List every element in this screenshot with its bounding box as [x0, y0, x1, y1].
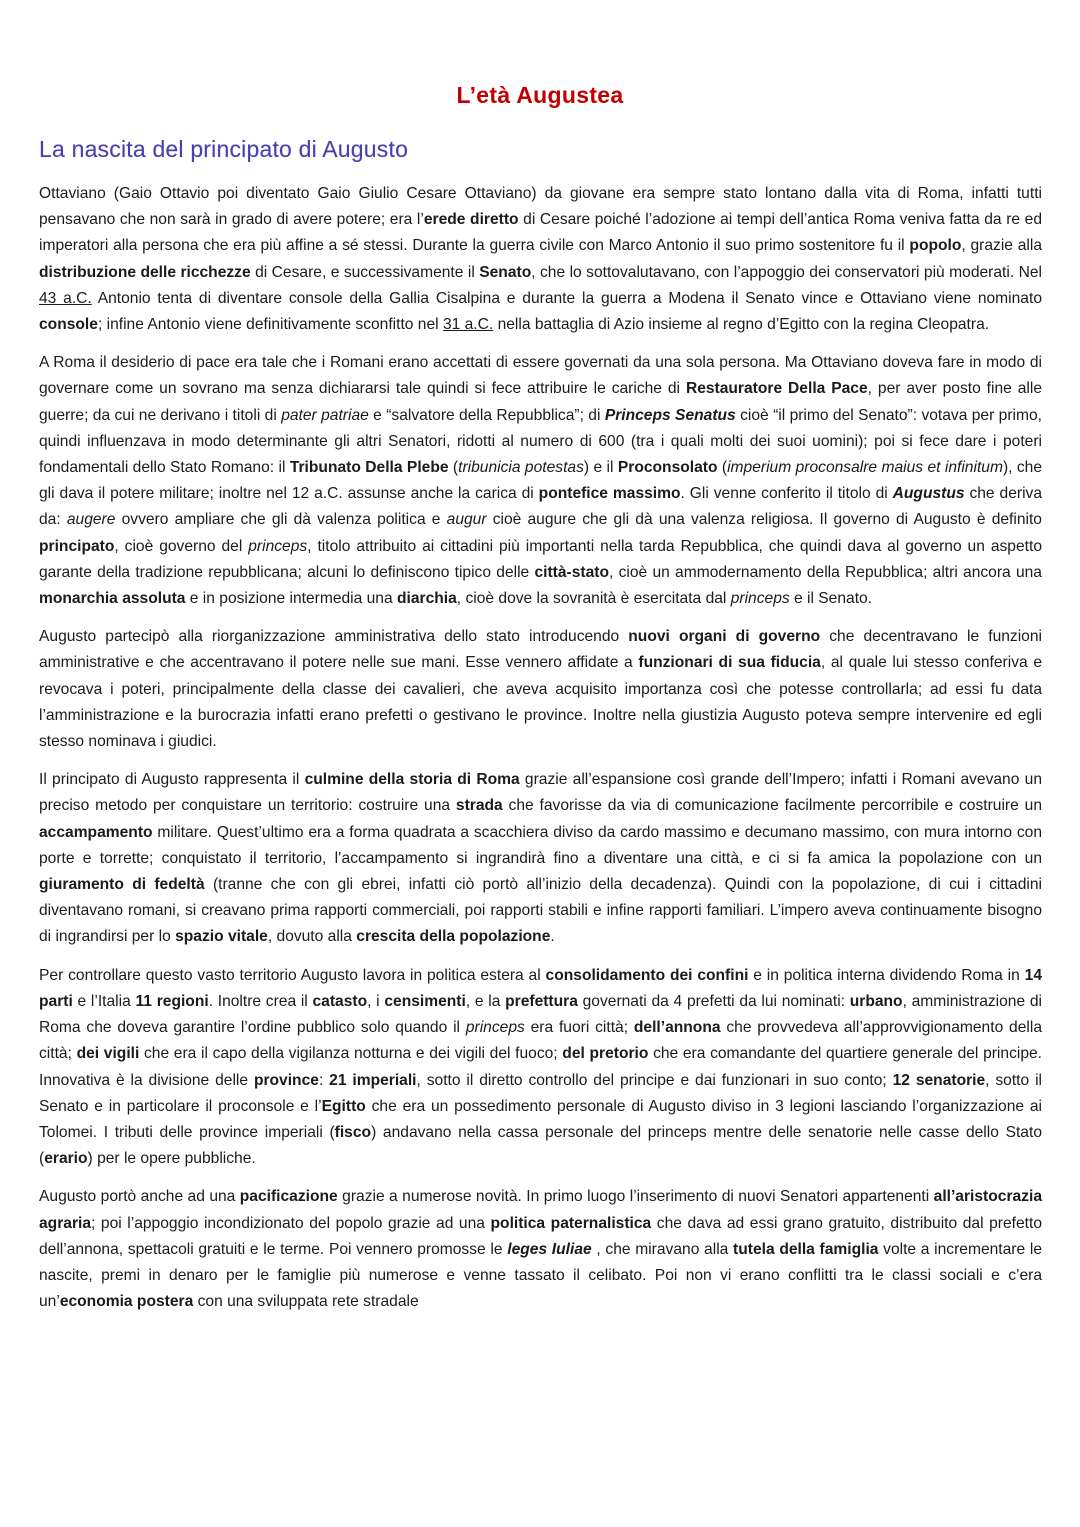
- text-run: e “salvatore della Repubblica”; di: [368, 406, 605, 424]
- emphasis-text: imperium proconsalre maius et infinitum: [727, 459, 1003, 477]
- emphasis-text: Restauratore Della Pace: [685, 380, 868, 398]
- text-run: che favorisse da via di comunicazione facilmente percorribile e costruire un: [502, 797, 1042, 815]
- emphasis-text: fisco: [334, 1123, 372, 1141]
- emphasis-text: Princeps Senatus: [604, 406, 736, 424]
- emphasis-text: tutela della famiglia: [733, 1240, 879, 1258]
- emphasis-text: pater patriae: [281, 406, 369, 424]
- text-run: Augusto partecipò alla riorganizzazione amministrativa dello stato introducendo: [39, 628, 629, 646]
- text-run: volte a incrementare le nascite, premi in denaro per le famiglie più numerose e venne tassato il celibato. Poi non vi erano conflitti tra le classi sociali e c’era un’: [39, 1240, 1042, 1311]
- emphasis-text: censimenti: [384, 992, 466, 1010]
- emphasis-text: pontefice massimo: [538, 485, 681, 503]
- emphasis-text: popolo: [909, 237, 962, 255]
- paragraph: [39, 624, 1042, 755]
- text-run: (: [717, 459, 728, 477]
- emphasis-text: Tribunato Della Plebe: [289, 459, 449, 477]
- emphasis-text: catasto: [312, 992, 368, 1010]
- emphasis-text: distribuzione delle ricchezze: [39, 263, 251, 281]
- text-run: e l’Italia: [72, 992, 136, 1010]
- section-heading: La nascita del principato di Augusto: [39, 136, 409, 162]
- emphasis-text: accampamento: [39, 823, 153, 841]
- text-run: , titolo attribuito ai cittadini più importanti nella tarda Repubblica, che quindi dava al governo un aspetto garante della tradizione repubblicana; alcuni lo definiscono tipico delle: [39, 537, 1042, 581]
- text-run: , cioè dove la sovranità è esercitata dal: [456, 590, 731, 608]
- emphasis-text: Proconsolato: [617, 459, 718, 477]
- text-run: ) andavano nella cassa personale del princeps mentre delle senatorie nelle casse dello Stato (: [39, 1123, 1042, 1168]
- emphasis-text: dei vigili: [76, 1045, 140, 1063]
- emphasis-text: diarchia: [396, 590, 457, 608]
- document-body: [39, 181, 1042, 1327]
- emphasis-text: Augustus: [892, 485, 965, 503]
- text-run: che era un possedimento personale di Augusto diviso in 3 legioni lasciando l’organizzazione ai Tolomei. I tributi delle province imperiali (: [39, 1097, 1043, 1141]
- text-run: , dovuto alla: [267, 928, 357, 946]
- emphasis-text: politica paternalistica: [490, 1214, 652, 1232]
- emphasis-text: 12 senatorie: [892, 1071, 986, 1089]
- text-run: ), che gli dava il potere militare; inoltre nel 12 a.C. assunse anche la carica di: [39, 459, 1042, 503]
- text-run: di Cesare poiché l’adozione ai tempi dell’antica Roma veniva fatta da re ed imperatori alla persona che era più affine a sé stessi. Durante la guerra civile con Marco Antonio il suo primo sostenitore fu il: [39, 211, 1042, 255]
- text-run: .: [550, 928, 555, 946]
- emphasis-text: princeps: [248, 537, 308, 555]
- paragraph: [39, 181, 1042, 338]
- emphasis-text: nuovi organi di governo: [628, 628, 821, 646]
- emphasis-text: strada: [455, 797, 503, 815]
- text-run: Augusto portò anche ad una: [39, 1188, 240, 1206]
- emphasis-text: 21 imperiali: [329, 1071, 417, 1089]
- text-run: , cioè un ammodernamento della Repubblica; altri ancora una: [609, 563, 1042, 581]
- document-title: L’età Augustea: [456, 82, 624, 108]
- text-run: che era il capo della vigilanza notturna e dei vigili del fuoco;: [139, 1045, 563, 1063]
- text-run: , che lo sottovalutavano, con l’appoggio dei conservatori più moderati. Nel: [531, 263, 1042, 281]
- emphasis-text: prefettura: [505, 992, 578, 1010]
- text-run: . Gli venne conferito il titolo di: [680, 485, 893, 503]
- text-run: ) per le opere pubbliche.: [87, 1150, 256, 1168]
- text-run: , grazie alla: [961, 237, 1043, 255]
- text-run: era fuori città;: [524, 1019, 634, 1037]
- emphasis-text: Senato: [479, 263, 532, 281]
- emphasis-text: augere: [66, 511, 116, 529]
- emphasis-text: augur: [446, 511, 487, 529]
- text-run: che dava ad essi grano gratuito, distribuito dal prefetto dell’annona, spettacoli gratuiti e le terme. Poi vennero promosse le: [39, 1214, 1042, 1258]
- text-run: e in politica interna dividendo Roma in: [748, 966, 1025, 984]
- emphasis-text: erede diretto: [423, 211, 519, 229]
- emphasis-text: princeps: [730, 590, 790, 608]
- text-run: che decentravano le funzioni amministrative e che accentravano il potere nelle sue mani. Esse vennero affidate a: [39, 628, 1042, 672]
- text-run: ; infine Antonio viene definitivamente sconfitto nel: [97, 316, 443, 334]
- text-run: , sotto il diretto controllo del principe e dai funzionari in suo conto;: [416, 1071, 893, 1089]
- text-run: (tranne che con gli ebrei, infatti ciò portò all’inizio della decadenza). Quindi con la popolazione, di cui i cittadini diventavano romani, si creavano prima rapporti commerciali, poi rapporti stabili e infine rapporti familiari. L’impero aveva continuamente bisogno di ingrandirsi per lo: [39, 876, 1042, 946]
- emphasis-text: crescita della popolazione: [356, 928, 551, 946]
- text-run: Ottaviano (Gaio Ottavio poi diventato Gaio Giulio Cesare Ottaviano) da giovane era sempre stato lontano dalla vita di Roma, infatti tutti pensavano che non sarà in grado di avere potere; era l’: [39, 185, 1042, 229]
- text-run: con una sviluppata rete stradale: [193, 1293, 419, 1311]
- text-run: , cioè governo del: [114, 537, 249, 555]
- emphasis-text: giuramento di fedeltà: [39, 876, 205, 894]
- emphasis-text: spazio vitale: [175, 928, 268, 946]
- text-run: grazie all’espansione così grande dell’Impero; infatti i Romani avevano un preciso metodo per conquistare un territorio: costruire una: [39, 771, 1042, 815]
- text-run: di Cesare, e successivamente il: [250, 263, 480, 281]
- text-run: militare. Quest’ultimo era a forma quadrata a scacchiera diviso da cardo massimo e decumano massimo, con mura intorno con porte e torrette; conquistato il territorio, l’accampamento si ingrandirà fino a diventare una città, e ci si fa amica la popolazione con un: [39, 823, 1042, 867]
- text-run: ovvero ampliare che gli dà valenza politica e: [115, 511, 447, 529]
- text-run: e il Senato.: [789, 590, 873, 608]
- emphasis-text: tribunicia potestas: [458, 459, 584, 477]
- emphasis-text: città-stato: [534, 563, 609, 581]
- emphasis-text: all’aristocrazia agraria: [39, 1188, 1042, 1232]
- emphasis-text: console: [39, 316, 98, 334]
- emphasis-text: 31 a.C.: [442, 316, 494, 334]
- text-run: e in posizione intermedia una: [185, 590, 397, 608]
- text-run: , amministrazione di Roma che doveva garantire l’ordine pubblico solo quando il: [39, 992, 1042, 1037]
- emphasis-text: 43 a.C.: [39, 289, 92, 307]
- text-run: nella battaglia di Azio insieme al regno d’Egitto con la regina Cleopatra.: [493, 316, 990, 334]
- text-run: Per controllare questo vasto territorio Augusto lavora in politica estera al: [39, 966, 546, 984]
- text-run: che era comandante del quartiere generale del principe. Innovativa è la divisione delle: [39, 1045, 1043, 1089]
- text-run: che provvedeva all’approvvigionamento della città;: [39, 1019, 1042, 1063]
- text-run: A Roma il desiderio di pace era tale che i Romani erano accettati di essere governati da una sola persona. Ma Ottaviano doveva fare in modo di governare come un sovrano ma senza dichiararsi tale quindi si fece attribuire le cariche di: [39, 354, 1042, 398]
- paragraph: [39, 1184, 1042, 1315]
- text-run: Il principato di Augusto rappresenta il: [39, 771, 305, 789]
- paragraph: [39, 767, 1042, 950]
- text-run: , sotto il Senato e in particolare il proconsole e l’: [39, 1071, 1043, 1115]
- text-run: :: [318, 1071, 330, 1089]
- text-run: , al quale lui stesso conferiva e revocava i poteri, principalmente della classe dei cavalieri, che aveva acquisito importanza così che potesse controllarla; ad essi fu data l’amministrazione e la burocrazia infatti erano prefetti o gestivano le province. Inoltre nella giustizia Augusto poteva sempre intervenire ed egli stesso nominava i giudici.: [39, 654, 1043, 751]
- emphasis-text: leges Iuliae: [507, 1240, 592, 1258]
- text-run: (: [448, 459, 459, 477]
- emphasis-text: Egitto: [321, 1097, 366, 1115]
- text-run: governati da 4 prefetti da lui nominati:: [577, 992, 850, 1010]
- emphasis-text: province: [253, 1071, 319, 1089]
- emphasis-text: urbano: [849, 992, 903, 1010]
- paragraph: [39, 350, 1042, 612]
- emphasis-text: consolidamento dei confini: [545, 966, 749, 984]
- emphasis-text: principato: [39, 537, 115, 555]
- emphasis-text: princeps: [465, 1019, 525, 1037]
- emphasis-text: 14 parti: [39, 966, 1042, 1010]
- text-run: grazie a numerose novità. In primo luogo l’inserimento di nuovi Senatori appartenenti: [337, 1188, 934, 1206]
- emphasis-text: del pretorio: [562, 1045, 649, 1063]
- text-run: , i: [367, 992, 385, 1010]
- paragraph: [39, 963, 1042, 1173]
- text-run: , e la: [465, 992, 506, 1010]
- emphasis-text: dell’annona: [633, 1019, 721, 1037]
- text-run: ; poi l’appoggio incondizionato del popolo grazie ad una: [91, 1214, 491, 1232]
- emphasis-text: pacificazione: [239, 1188, 338, 1206]
- text-run: ) e il: [583, 459, 618, 477]
- text-run: , per aver posto fine alle guerre; da cui ne derivano i titoli di: [39, 380, 1042, 424]
- text-run: che deriva da:: [39, 485, 1042, 529]
- text-run: cioè augure che gli dà una valenza religiosa. Il governo di Augusto è definito: [486, 511, 1042, 529]
- text-run: . Inoltre crea il: [208, 992, 313, 1010]
- text-run: cioè “il primo del Senato”: votava per primo, quindi influenzava in modo determinante gli altri Senatori, ridotti al numero di 600 (tra i quali molti dei suoi uomini); poi si fece dare i poteri fondamentali dello Stato Romano: il: [39, 406, 1042, 477]
- text-run: Antonio tenta di diventare console della Gallia Cisalpina e durante la guerra a Modena il Senato vince e Ottaviano viene nominato: [91, 289, 1042, 307]
- emphasis-text: culmine della storia di Roma: [304, 771, 520, 789]
- emphasis-text: erario: [44, 1150, 88, 1168]
- emphasis-text: 11 regioni: [135, 992, 209, 1010]
- emphasis-text: economia postera: [59, 1293, 194, 1311]
- text-run: , che miravano alla: [591, 1240, 734, 1258]
- emphasis-text: monarchia assoluta: [39, 590, 186, 608]
- emphasis-text: funzionari di sua fiducia: [638, 654, 821, 672]
